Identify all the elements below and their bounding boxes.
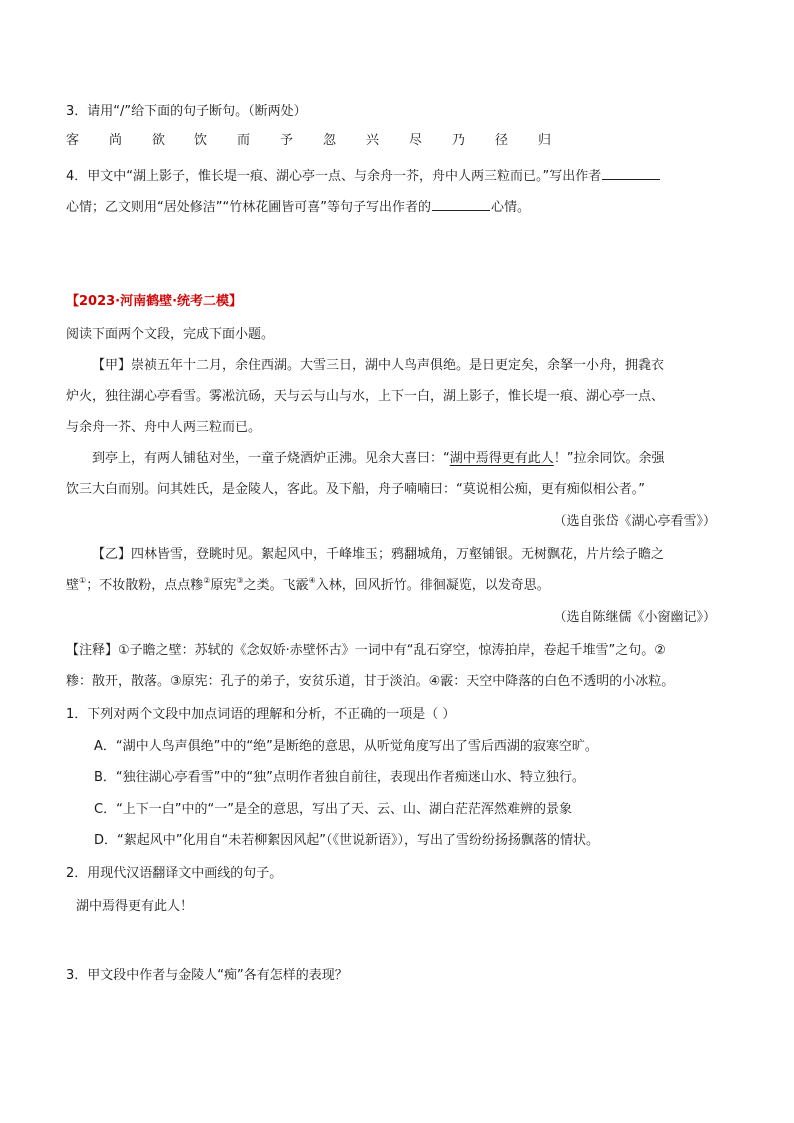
- notes-line: 糁：散开，散落。③原宪：孔子的弟子，安贫乐道，甘于淡泊。④霰：天空中降落的白色不透明的小冰粒。: [66, 674, 675, 689]
- option-b[interactable]: B．“独往湖心亭看雪”中的“独”点明作者独自前往，表现出作者痴迷山水、特立独行。: [94, 770, 585, 785]
- passage-text: ；不妆散粉，点点糁: [86, 578, 204, 593]
- question-3b-stem: 3．甲文段中作者与金陵人“痴”各有怎样的表现？: [66, 968, 348, 983]
- passage-text: 到亭上，有两人铺毡对坐，一童子烧酒炉正沸。见余大喜曰：“: [92, 451, 450, 466]
- sentence-char: 尽: [409, 133, 423, 148]
- footnote-marker: ④: [308, 576, 316, 585]
- passage-yi-line: 【乙】四林皆雪，登眺时见。絮起风中，千峰堆玉；鸦翻城角，万壑铺银。无树飘花，片片绘子瞻之: [92, 547, 665, 562]
- sentence-char: 径: [495, 133, 509, 148]
- passage-text: 壁: [66, 578, 80, 593]
- sentence-char: 客: [66, 133, 80, 148]
- sentence-char: 尚: [109, 133, 123, 148]
- sentence-char: 归: [538, 133, 552, 148]
- sentence-char: 乃: [452, 133, 466, 148]
- answer-blank[interactable]: [432, 197, 490, 211]
- sentence-char: 饮: [194, 133, 208, 148]
- question-4-text: 心情。: [490, 200, 530, 215]
- sentence-char: 而: [237, 133, 251, 148]
- translation-sentence: 湖中焉得更有此人！: [76, 899, 194, 914]
- footnote-marker: ②: [203, 576, 211, 585]
- underlined-sentence: 湖中焉得更有此人: [449, 451, 554, 466]
- passage-jia-line: [92, 449, 665, 469]
- sentence-char: 兴: [366, 133, 380, 148]
- question-4-text: 4．甲文中“湖上影子，惟长堤一痕、湖心亭一点、与余舟一芥，舟中人两三粒而已。”写出作者: [66, 169, 602, 184]
- passage-jia-line: 与余舟一芥、舟中人两三粒而已。: [66, 420, 262, 435]
- question-4-line-2: [66, 197, 530, 218]
- passage-text: 原宪: [210, 578, 237, 593]
- passage-text: 之类。飞霰: [243, 578, 309, 593]
- option-c[interactable]: C．“上下一白”中的“一”是全的意思，写出了天、云、山、湖白茫茫浑然难辨的景象: [94, 802, 573, 817]
- passage-text: ！”拉余同饮。余强: [553, 451, 665, 466]
- footnote-marker: ③: [236, 576, 244, 585]
- passage-yi-source: （选自陈继儒《小窗幽记》）: [553, 610, 716, 625]
- question-1-stem: 1．下列对两个文段中加点词语的理解和分析，不正确的一项是（ ）: [66, 707, 456, 722]
- answer-blank[interactable]: [602, 166, 660, 180]
- footnote-marker: ①: [79, 576, 87, 585]
- passage-yi-line: [66, 576, 550, 596]
- reading-intro: 阅读下面两个文段，完成下面小题。: [66, 327, 275, 342]
- passage-jia-line: 饮三大白而别。问其姓氏，是金陵人，客此。及下船，舟子喃喃曰：“莫说相公痴，更有痴似相公者。”: [66, 482, 645, 497]
- sentence-char: 予: [280, 133, 294, 148]
- source-tag: 【2023·河南鹤壁·统考二模】: [66, 294, 243, 309]
- passage-jia-line: 【甲】崇祯五年十二月，余住西湖。大雪三日，湖中人鸟声俱绝。是日更定矣，余拏一小舟，拥毳衣: [92, 358, 665, 373]
- question-4-line-1: [66, 166, 661, 187]
- notes-line: 【注释】①子瞻之壁：苏轼的《念奴娇·赤壁怀古》一词中有“乱石穿空，惊涛拍岸，卷起千堆雪”之句。②: [66, 643, 666, 658]
- option-a[interactable]: A．“湖中人鸟声俱绝”中的“绝”是断绝的意思，从听觉角度写出了雪后西湖的寂寒空旷。: [94, 739, 598, 754]
- question-4-text: 心情；乙文则用“居处修洁”“竹林花圃皆可喜”等句子写出作者的: [66, 200, 431, 215]
- passage-text: 入林，回风折竹。徘徊凝览，以发奇思。: [315, 578, 550, 593]
- question-2-stem: 2．用现代汉语翻译文中画线的句子。: [66, 866, 283, 881]
- sentence-char: 忽: [323, 133, 337, 148]
- sentence-char: 欲: [152, 133, 166, 148]
- question-3-stem: 3．请用“/”给下面的句子断句。（断两处）: [66, 104, 307, 119]
- passage-jia-line: 炉火，独往湖心亭看雪。雾凇沆砀，天与云与山与水，上下一白，湖上影子，惟长堤一痕、湖心亭一点、: [66, 389, 665, 404]
- passage-jia-source: （选自张岱《湖心亭看雪》）: [553, 514, 716, 529]
- question-3-sentence: [66, 131, 566, 151]
- option-d[interactable]: D．“絮起风中”化用自“未若柳絮因风起”（《世说新语》），写出了雪纷纷扬扬飘落的情状。: [94, 833, 599, 848]
